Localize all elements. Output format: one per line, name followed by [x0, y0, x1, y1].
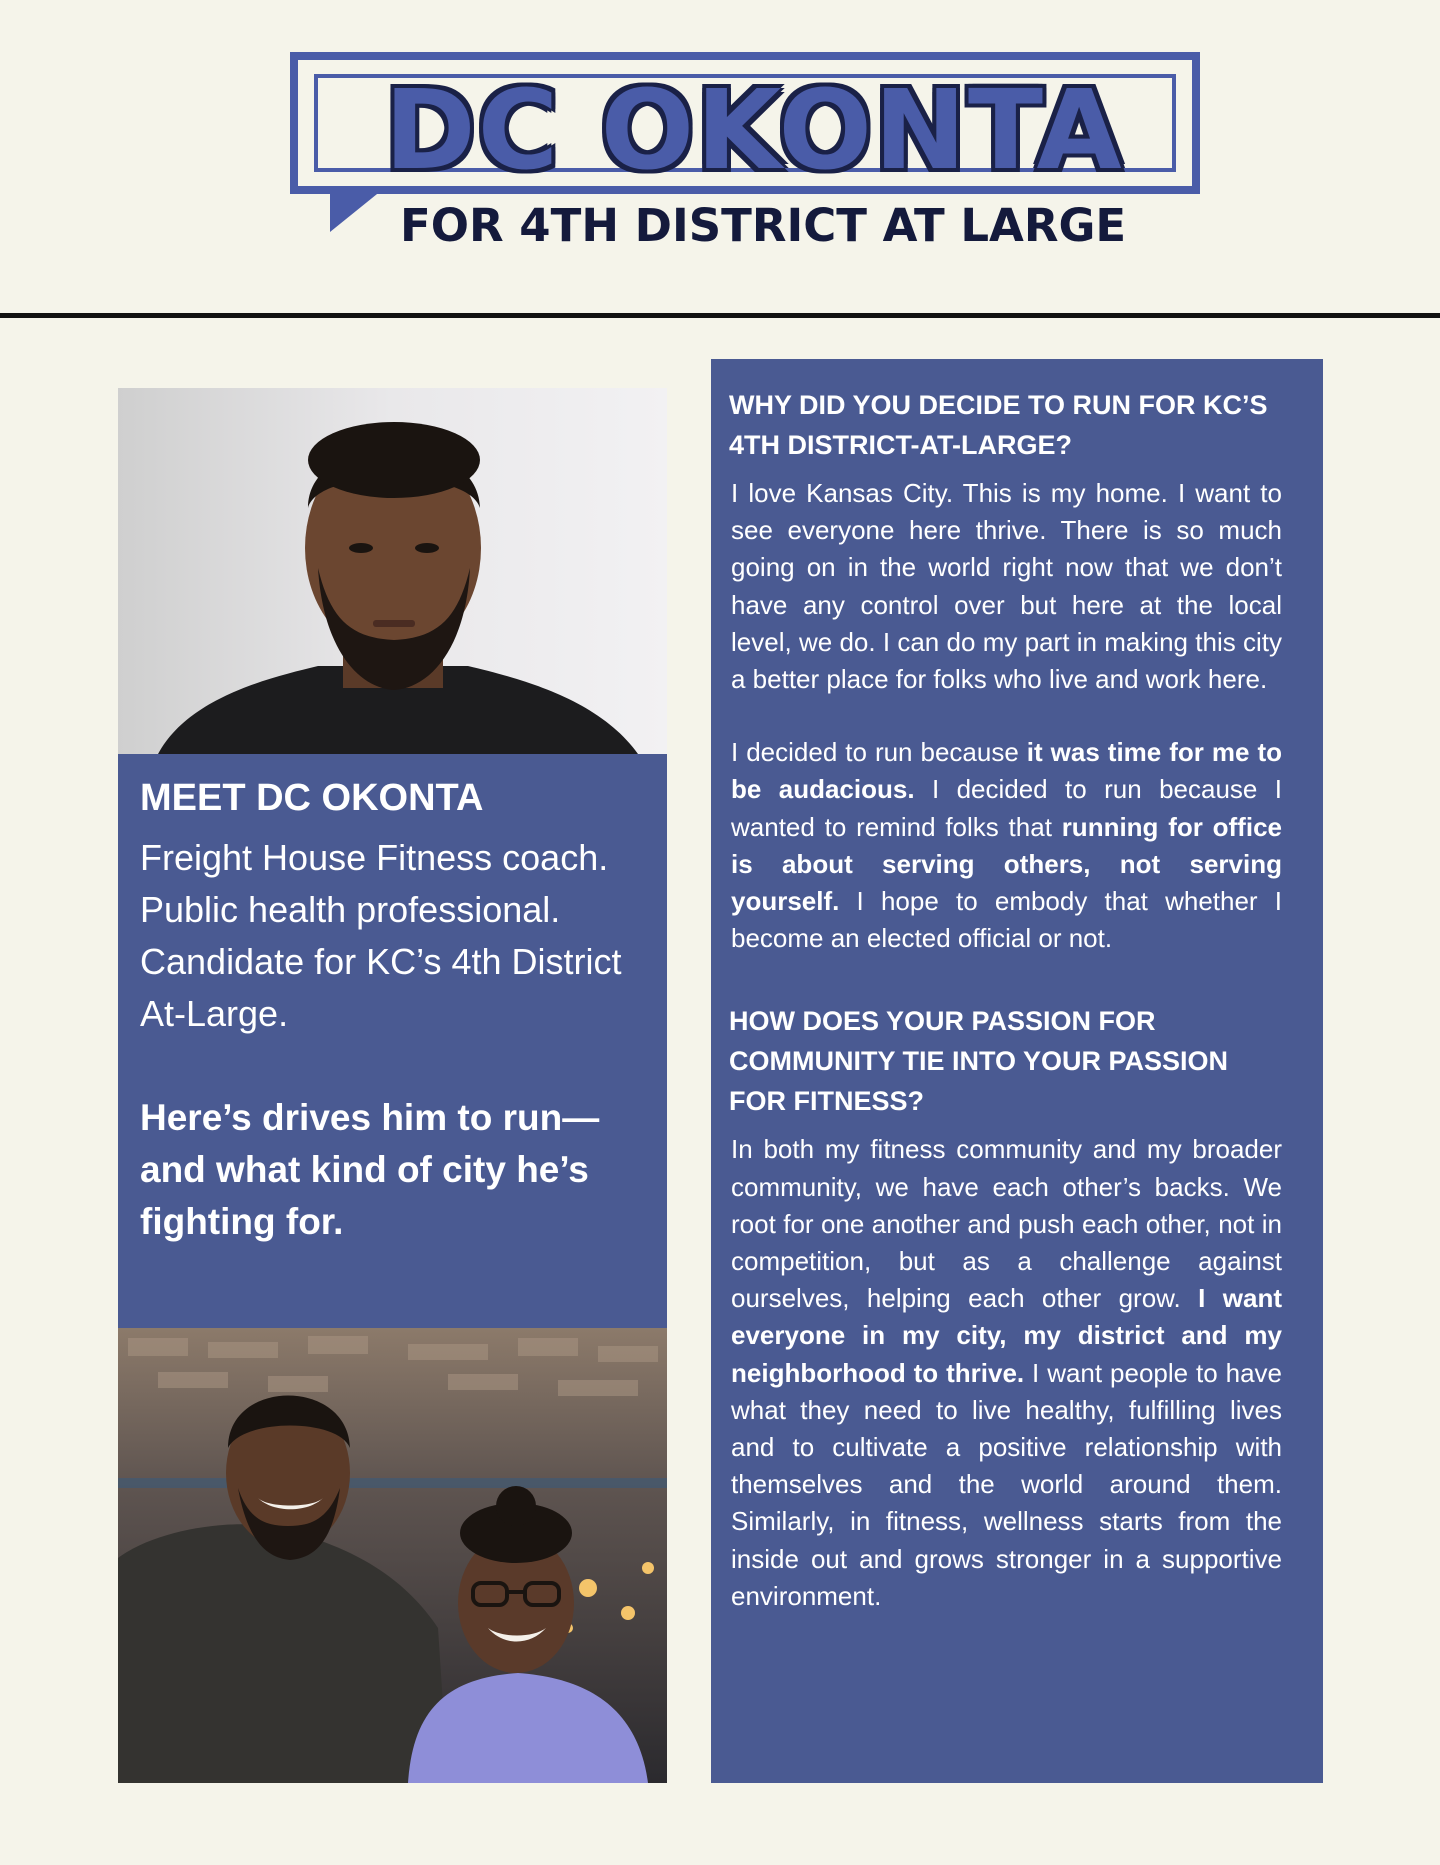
question-2: HOW DOES YOUR PASSION FOR COMMUNITY TIE INTO YOUR PASSION FOR FITNESS?	[729, 1006, 1229, 1117]
answer-3: In both my fitness community and my broader community, we have each other’s backs. We root for one another and push each other, not in competition, but as a challenge against ourselves, helping each other grow. I want everyone in my city, my district and my neighborhood to thrive. I want people to have what they need to live healthy, fulfilling lives and to cultivate a positive relationship with themselves and the world around them. Similarly, in fitness, wellness starts from the inside out and grows stronger in a supportive environment.	[731, 1134, 1282, 1611]
speech-bubble-tail	[330, 190, 382, 232]
meet-tagline: Here’s drives him to run—and what kind of city he’s fighting for.	[140, 1097, 600, 1242]
answer-1: I love Kansas City. This is my home. I want to see everyone here thrive. There is so much going on in the world right now that we don’t have any control over but here at the local level, we do. I can do my part in making this city a better place for folks who live and work here.	[731, 478, 1282, 695]
portrait-photo	[118, 388, 667, 754]
meet-panel	[118, 754, 667, 1328]
meet-title: MEET DC OKONTA	[140, 777, 484, 819]
qa-panel	[711, 359, 1323, 1783]
logo-subtitle: FOR 4TH DISTRICT AT LARGE	[400, 199, 1127, 252]
answer-2: I decided to run because it was time for me to be audacious. I decided to run because I wanted to remind folks that running for office is about serving others, not serving yourself. I hope to embody that whether I become an elected official or not.	[731, 737, 1282, 954]
header-divider	[0, 313, 1440, 318]
logo-name: DC OKONTA	[384, 66, 1124, 194]
question-1: WHY DID YOU DECIDE TO RUN FOR KC’S 4TH DISTRICT-AT-LARGE?	[729, 390, 1268, 460]
meet-description: Freight House Fitness coach. Public health professional. Candidate for KC’s 4th District At-Large.	[140, 837, 622, 1034]
logo-frame	[290, 52, 1200, 194]
group-photo	[118, 1328, 667, 1783]
